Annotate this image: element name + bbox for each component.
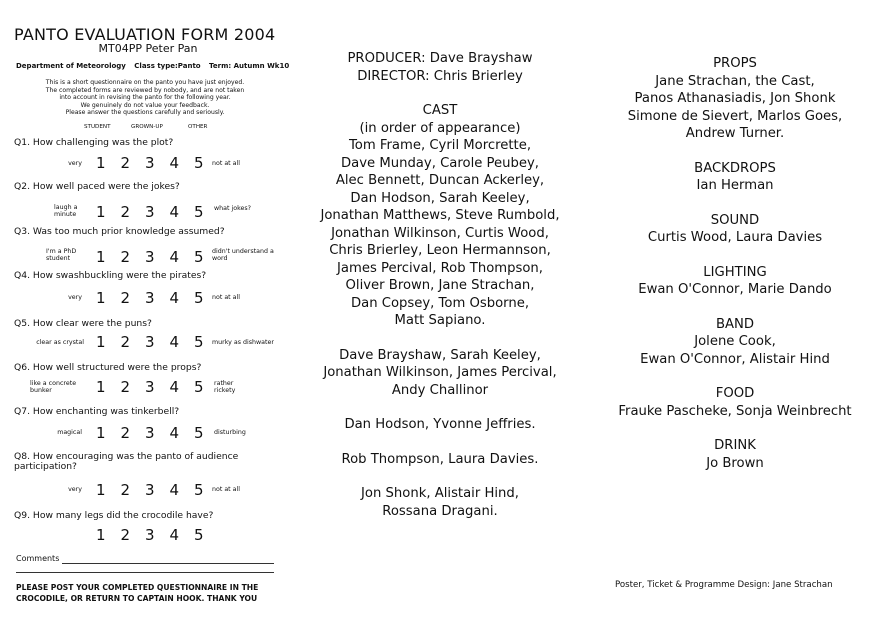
column-other: OTHER [188, 124, 208, 130]
rating-option[interactable]: 2 [120, 378, 131, 396]
comments-label: Comments [16, 554, 60, 563]
rating-option[interactable]: 3 [145, 378, 155, 396]
q4-rating-scale [96, 289, 219, 307]
rating-option[interactable]: 5 [194, 481, 204, 499]
rating-option[interactable]: 4 [169, 154, 180, 172]
rating-option[interactable]: 3 [145, 526, 155, 544]
middle-credits [305, 50, 575, 520]
question-1: Q1. How challenging was the plot? [14, 137, 174, 148]
rating-option[interactable]: 3 [145, 248, 155, 266]
term-label: Term: Autumn Wk10 [209, 62, 290, 70]
credit-line: (in order of appearance) [359, 120, 521, 136]
q1-rating-scale [96, 154, 219, 172]
rating-option[interactable]: 3 [145, 154, 155, 172]
credit-line: Andrew Turner. [685, 126, 785, 141]
q7-right-label: disturbing [214, 429, 246, 436]
rating-option[interactable]: 2 [120, 333, 131, 351]
q5-rating-scale [96, 333, 219, 351]
rating-option[interactable]: 4 [169, 378, 180, 396]
q9-rating-scale [96, 526, 219, 544]
credit-line: Andy Challinor [391, 382, 489, 398]
q8-rating-scale [96, 481, 219, 499]
rating-option[interactable]: 1 [96, 289, 106, 307]
rating-option[interactable]: 3 [145, 289, 155, 307]
q2-rating-scale [96, 203, 219, 221]
credit-line: Ewan O'Connor, Alistair Hind [640, 351, 830, 367]
credit-line: Rob Thompson, Laura Davies. [341, 451, 539, 467]
question-5: Q5. How clear were the puns? [14, 318, 152, 329]
question-4: Q4. How swashbuckling were the pirates? [14, 270, 207, 281]
column-student: STUDENT [84, 124, 111, 130]
department-label: Department of Meteorology [16, 62, 126, 70]
question-8: Q8. How encouraging was the panto of audience participation? [14, 451, 239, 472]
credit-line: PRODUCER: Dave Brayshaw [347, 51, 533, 66]
credit-line: Rossana Dragani. [382, 503, 498, 519]
credit-heading: DRINK [714, 438, 756, 453]
rating-option[interactable]: 3 [145, 333, 155, 351]
credit-line: Jonathan Wilkinson, James Percival, [323, 365, 557, 380]
comments-line[interactable] [62, 563, 274, 564]
credit-heading: BACKDROPS [694, 160, 776, 176]
credit-heading: FOOD [715, 386, 755, 401]
q5-right-label: murky as dishwater [212, 339, 274, 346]
credit-line: Tom Frame, Cyril Morcrette, [348, 138, 532, 153]
credit-line: Jonathan Matthews, Steve Rumbold, [320, 208, 560, 223]
credit-line: Ewan O'Connor, Marie Dando [638, 282, 832, 297]
rating-option[interactable]: 5 [194, 203, 204, 221]
credit-line: Panos Athanasiadis, Jon Shonk [634, 91, 836, 106]
rating-option[interactable]: 4 [169, 424, 180, 442]
credit-line: Simone de Sievert, Marlos Goes, [627, 108, 843, 124]
q6-right-label: rather rickety [214, 380, 236, 394]
rating-option[interactable]: 2 [120, 481, 131, 499]
q4-right-label: not at all [212, 294, 241, 301]
rating-option[interactable]: 2 [120, 203, 131, 221]
rating-option[interactable]: 3 [145, 481, 155, 499]
question-6: Q6. How well structured were the props? [14, 362, 202, 373]
q2-left-label: laugh a minute [54, 204, 78, 218]
credit-line: Frauke Pascheke, Sonja Weinbrecht [618, 403, 852, 419]
q1-right-label: not at all [212, 160, 241, 167]
q3-right-label: didn't understand a word [212, 248, 274, 262]
intro-line: We genuinely do not value your feedback. [80, 101, 210, 109]
rating-option[interactable]: 5 [194, 289, 204, 307]
rating-option[interactable]: 3 [145, 203, 155, 221]
question-9: Q9. How many legs did the crocodile have? [14, 510, 214, 521]
rating-option[interactable]: 2 [120, 289, 131, 307]
q6-left-label: like a concrete bunker [30, 380, 77, 394]
credit-heading: BAND [715, 316, 755, 332]
credit-line: DIRECTOR: Chris Brierley [357, 68, 523, 84]
rating-option[interactable]: 2 [120, 424, 131, 442]
question-7: Q7. How enchanting was tinkerbell? [14, 406, 180, 417]
rating-option[interactable]: 1 [96, 378, 106, 396]
rating-option[interactable]: 4 [169, 248, 180, 266]
form-meta [16, 62, 295, 70]
q2-right-label: what jokes? [214, 205, 251, 212]
rating-option[interactable]: 4 [169, 481, 180, 499]
question-2: Q2. How well paced were the jokes? [14, 181, 180, 192]
rating-option[interactable]: 5 [194, 248, 204, 266]
rating-option[interactable]: 1 [96, 154, 106, 172]
rating-option[interactable]: 4 [169, 526, 180, 544]
form-title: PANTO EVALUATION FORM 2004 [14, 25, 276, 44]
question-3: Q3. Was too much prior knowledge assumed? [14, 226, 225, 237]
credit-line: Jane Strachan, the Cast, [655, 73, 815, 89]
q7-left-label: magical [57, 429, 82, 436]
rating-option[interactable]: 5 [194, 424, 204, 442]
credit-line: Chris Brierley, Leon Hermannson, [329, 243, 551, 258]
credit-heading: LIGHTING [703, 264, 767, 280]
credit-line: Jonathan Wilkinson, Curtis Wood, [331, 225, 549, 241]
credit-heading: PROPS [713, 56, 757, 71]
credit-line: Oliver Brown, Jane Strachan, [345, 278, 535, 293]
credit-line: Jon Shonk, Alistair Hind, [361, 486, 519, 501]
rating-option[interactable]: 4 [169, 289, 180, 307]
rating-option[interactable]: 4 [169, 203, 180, 221]
rating-option[interactable]: 2 [120, 248, 131, 266]
q6-rating-scale [96, 378, 219, 396]
q8-right-label: not at all [212, 486, 241, 493]
rating-option[interactable]: 5 [194, 333, 204, 351]
comments-line[interactable] [16, 572, 274, 573]
credit-line: Dave Munday, Carole Peubey, [341, 155, 539, 171]
design-credit: Poster, Ticket & Programme Design: Jane Strachan [615, 580, 833, 590]
rating-option[interactable]: 4 [169, 333, 180, 351]
intro-line: into account in revising the panto for the following year. [59, 94, 231, 102]
q3-rating-scale [96, 248, 219, 266]
q5-left-label: clear as crystal [36, 339, 84, 346]
rating-option[interactable]: 2 [120, 154, 131, 172]
credit-line: Matt Sapiano. [394, 313, 486, 328]
rating-option[interactable]: 1 [96, 248, 106, 266]
credit-line: Dan Copsey, Tom Osborne, [350, 295, 530, 311]
rating-option[interactable]: 1 [96, 203, 106, 221]
rating-option[interactable]: 5 [194, 526, 204, 544]
rating-option[interactable]: 5 [194, 378, 204, 396]
q8-left-label: very [68, 486, 82, 493]
q7-rating-scale [96, 424, 219, 442]
intro-line: This is a short questionnaire on the panto you have just enjoyed. [45, 79, 245, 86]
credit-line: Curtis Wood, Laura Davies [647, 230, 823, 245]
q4-left-label: very [68, 294, 82, 301]
credit-heading: Dave Brayshaw, Sarah Keeley, [339, 347, 541, 363]
q3-left-label: I'm a PhD student [46, 248, 77, 262]
form-subtitle: MT04PP Peter Pan [98, 42, 198, 55]
credit-line: Dan Hodson, Sarah Keeley, [350, 190, 530, 206]
rating-option[interactable]: 1 [96, 526, 106, 544]
intro-line: Please answer the questions carefully and seriously. [65, 109, 225, 117]
credit-line: Dan Hodson, Yvonne Jeffries. [344, 417, 536, 432]
rating-option[interactable]: 1 [96, 481, 106, 499]
credit-line: Alec Bennett, Duncan Ackerley, [335, 173, 545, 188]
credit-line: James Percival, Rob Thompson, [337, 260, 543, 276]
form-footer: PLEASE POST YOUR COMPLETED QUESTIONNAIRE IN THE CROCODILE, OR RETURN TO CAPTAIN HOOK. THANK YOU [16, 583, 259, 603]
form-intro [16, 79, 274, 117]
credit-heading: SOUND [710, 212, 760, 228]
right-credits [600, 55, 870, 472]
credit-line: Jolene Cook, [694, 334, 776, 349]
credit-heading: CAST [422, 103, 458, 118]
column-grown-up: GROWN-UP [131, 124, 163, 130]
rating-option[interactable]: 1 [96, 424, 106, 442]
intro-line: The completed forms are reviewed by nobody, and are not taken [45, 86, 245, 94]
credit-line: Jo Brown [706, 455, 764, 471]
class-type-label: Class type:Panto [134, 62, 201, 70]
rating-option[interactable]: 3 [145, 424, 155, 442]
rating-option[interactable]: 5 [194, 154, 204, 172]
rating-option[interactable]: 1 [96, 333, 106, 351]
rating-option[interactable]: 2 [120, 526, 131, 544]
credit-line: Ian Herman [696, 178, 774, 193]
q1-left-label: very [68, 160, 82, 167]
